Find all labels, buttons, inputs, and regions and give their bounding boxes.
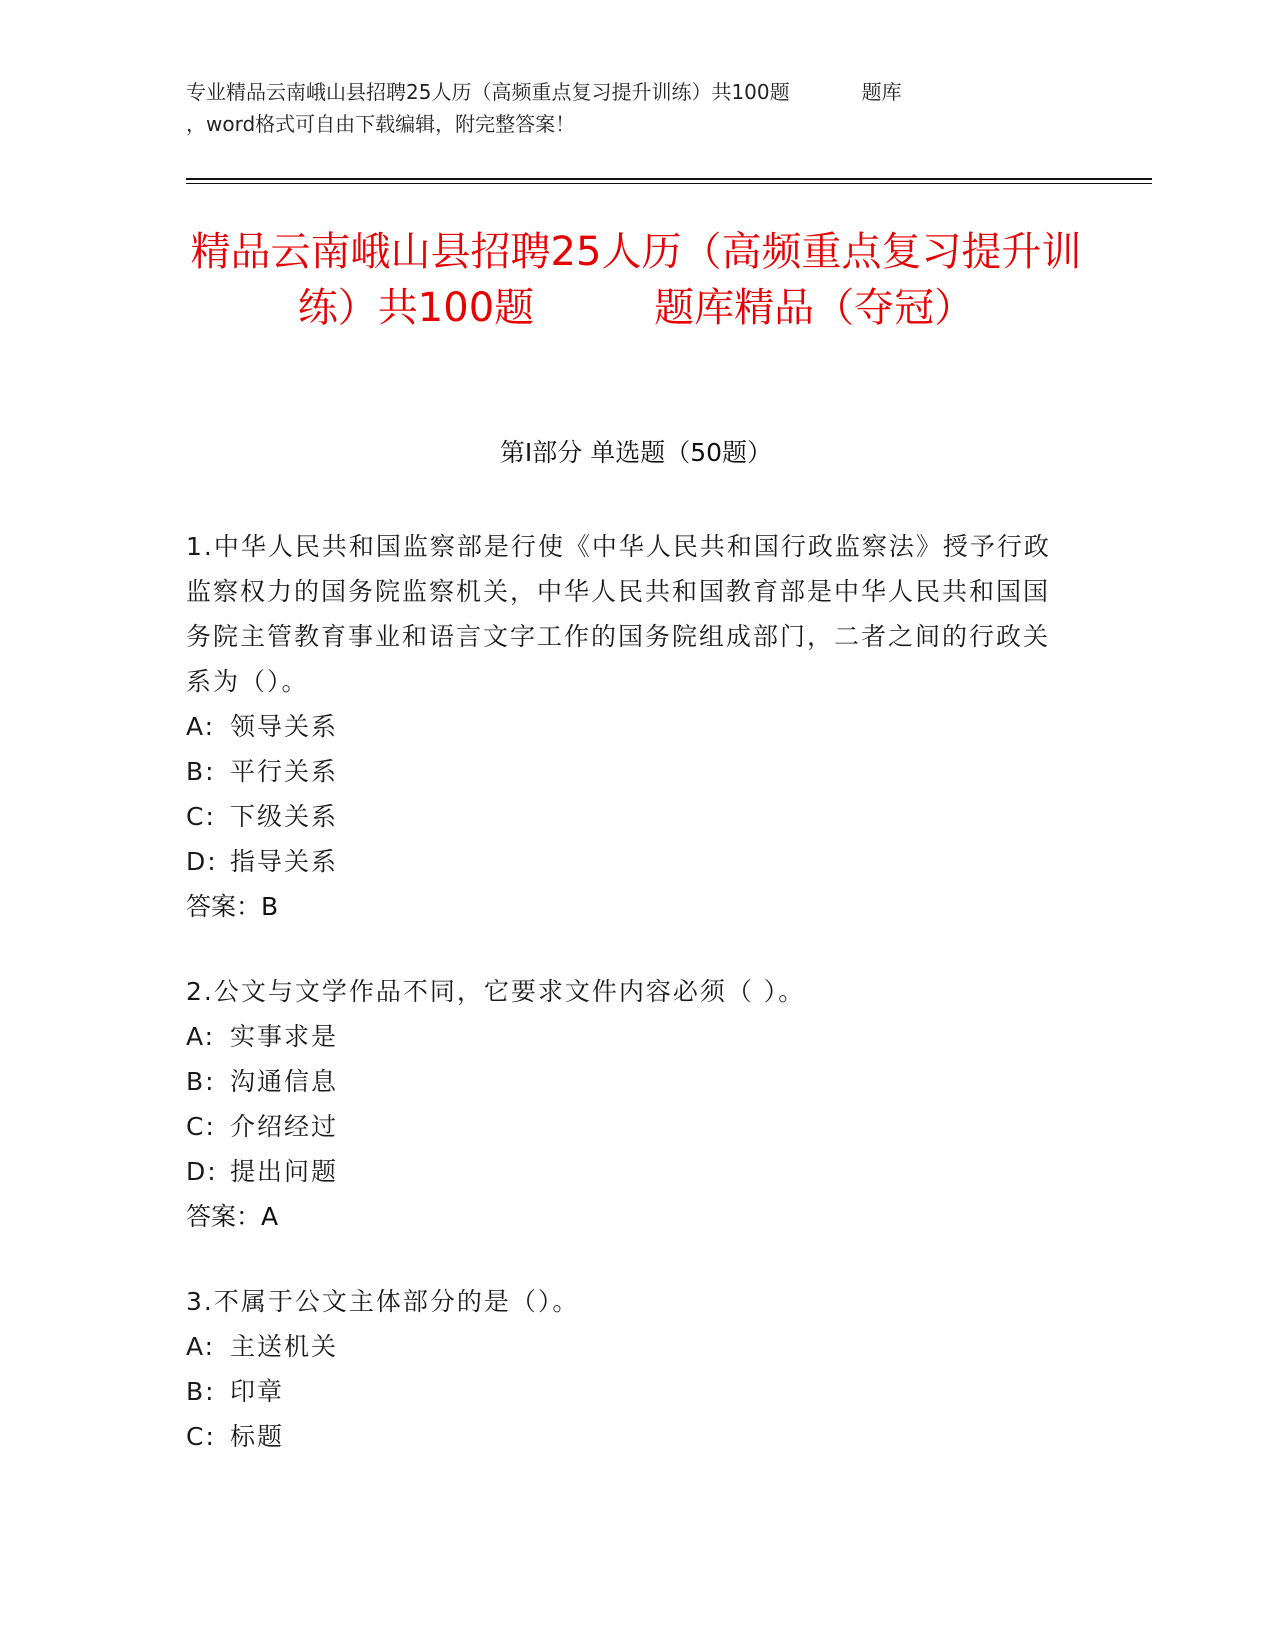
header-divider-thick <box>186 178 1152 180</box>
question-stem: 1.中华人民共和国监察部是行使《中华人民共和国行政监察法》授予行政监察权力的国务院监察机关，中华人民共和国教育部是中华人民共和国国务院主管教育事业和语言文字工作的国务院组成部门，二者之间的行政关系为（）。 <box>186 532 1051 696</box>
question-option <box>186 1014 1066 1059</box>
document-title <box>186 224 1086 336</box>
header-title-text: 专业精品云南峨山县招聘25人历（高频重点复习提升训练）共100题 <box>186 80 790 104</box>
document-title-part-2: 题库精品（夺冠） <box>654 285 975 331</box>
question-option <box>186 1059 1066 1104</box>
option-text: 沟通信息 <box>230 1067 339 1096</box>
question-item <box>186 1279 1066 1459</box>
question-option <box>186 1149 1066 1194</box>
option-key: A: <box>186 1022 216 1051</box>
header-divider-thin <box>186 183 1152 184</box>
option-key: B: <box>186 757 216 786</box>
header-line-2: ，word格式可自由下载编辑，附完整答案！ <box>186 112 576 136</box>
question-option <box>186 1369 1066 1414</box>
option-key: A: <box>186 1332 216 1361</box>
question-option <box>186 1104 1066 1149</box>
question-answer: 答案：B <box>186 892 279 921</box>
question-option <box>186 1324 1066 1369</box>
header-tag-text: 题库 <box>861 80 902 104</box>
section-title: 第Ⅰ部分 单选题（50题） <box>499 438 773 467</box>
option-text: 下级关系 <box>230 802 339 831</box>
question-option <box>186 839 1066 884</box>
document-title-part-1: 精品云南峨山县招聘25人历（高频重点复习提升训练）共100题 <box>190 229 1082 331</box>
option-key: C: <box>186 802 216 831</box>
question-stem: 3.不属于公文主体部分的是（）。 <box>186 1287 580 1316</box>
option-text: 标题 <box>230 1422 285 1451</box>
question-stem: 2.公文与文学作品不同，它要求文件内容必须（ ）。 <box>186 977 806 1006</box>
option-text: 指导关系 <box>230 847 339 876</box>
header-line-1 <box>186 76 1086 108</box>
option-key: A: <box>186 712 216 741</box>
option-text: 主送机关 <box>230 1332 339 1361</box>
option-text: 介绍经过 <box>230 1112 339 1141</box>
option-text: 领导关系 <box>230 712 339 741</box>
question-option <box>186 704 1066 749</box>
option-key: D: <box>186 847 218 876</box>
option-key: B: <box>186 1377 216 1406</box>
question-list <box>186 524 1066 1499</box>
question-answer: 答案：A <box>186 1202 279 1231</box>
option-text: 平行关系 <box>230 757 339 786</box>
page-header <box>186 76 1086 140</box>
question-option <box>186 1414 1066 1459</box>
option-text: 印章 <box>230 1377 285 1406</box>
question-item <box>186 524 1066 929</box>
option-key: C: <box>186 1422 216 1451</box>
question-option <box>186 794 1066 839</box>
option-text: 实事求是 <box>230 1022 339 1051</box>
question-item <box>186 969 1066 1239</box>
option-text: 提出问题 <box>230 1157 339 1186</box>
option-key: B: <box>186 1067 216 1096</box>
option-key: D: <box>186 1157 218 1186</box>
option-key: C: <box>186 1112 216 1141</box>
question-option <box>186 749 1066 794</box>
